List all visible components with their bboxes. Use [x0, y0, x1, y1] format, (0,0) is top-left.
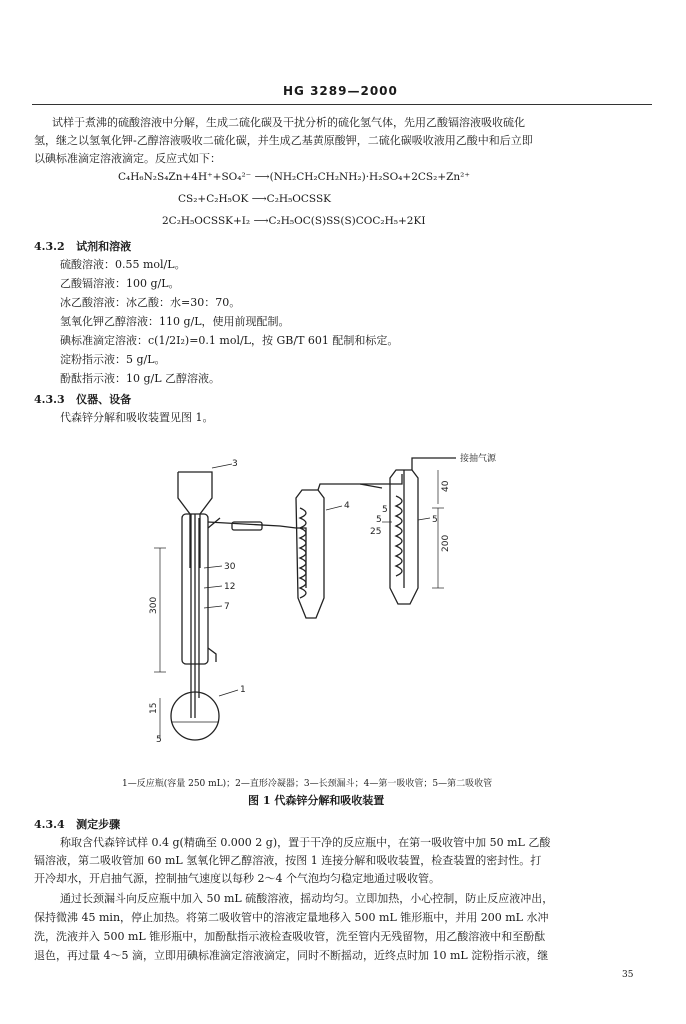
- page-number: 35: [622, 970, 634, 980]
- label-4: 4: [344, 501, 350, 511]
- label-40: 40: [441, 480, 451, 492]
- procedure-line: 退色，再过量 4～5 滴，立即用碘标准滴定溶液滴定，同时不断摇动，近终点时加 10 mL 淀粉指示液，继: [34, 949, 549, 962]
- label-12: 12: [224, 582, 236, 592]
- reagent-item: 淀粉指示液：5 g/L。: [60, 353, 166, 366]
- header-rule: [32, 104, 652, 105]
- procedure-line: 称取含代森锌试样 0.4 g(精确至 0.000 2 g)，置于干净的反应瓶中，在第一吸收管中加 50 mL 乙酸: [60, 836, 551, 849]
- equation-2: CS₂+C₂H₅OK ⟶C₂H₅OCSSK: [178, 193, 331, 205]
- equation-1: C₄H₆N₂S₄Zn+4H⁺+SO₄²⁻ ⟶(NH₂CH₂CH₂NH₂)·H₂SO₄+2CS₂+Zn²⁺: [118, 171, 470, 183]
- section-434-heading: [34, 816, 120, 832]
- section-number: 4.3.2: [34, 240, 65, 253]
- apparatus-diagram: [120, 448, 540, 768]
- procedure-line: 保持微沸 45 min，停止加热。将第二吸收管中的溶液定量地移入 500 mL 锥形瓶中，并用 200 mL 水冲: [34, 911, 549, 924]
- section-title: 试剂和溶液: [76, 240, 132, 253]
- label-25: 25: [370, 527, 382, 537]
- intro-line-2: 氢，继之以氢氧化钾-乙醇溶液吸收二硫化碳，并生成乙基黄原酸钾，二硫化碳吸收液用乙酸中和后立即: [34, 134, 533, 147]
- figure-caption: 图 1 代森锌分解和吸收装置: [248, 794, 385, 807]
- section-title: 测定步骤: [76, 818, 121, 831]
- equation-3: 2C₂H₅OCSSK+I₂ ⟶C₂H₅OC(S)SS(S)COC₂H₅+2KI: [162, 215, 426, 227]
- apparatus-text: 代森锌分解和吸收装置见图 1。: [60, 411, 214, 424]
- first-absorption-tube: [296, 490, 324, 618]
- intro-line-3: 以碘标准滴定溶液滴定。反应式如下：: [34, 152, 221, 165]
- reagent-item: 酚酞指示液：10 g/L 乙醇溶液。: [60, 372, 221, 385]
- figure-legend: 1—反应瓶(容量 250 mL)；2—直形冷凝器；3—长颈漏斗；4—第一吸收管；5—第二吸收管: [122, 779, 493, 789]
- procedure-line: 镉溶液，第二吸收管加 60 mL 氢氧化钾乙醇溶液，按图 1 连接分解和吸收装置，检查装置的密封性。打: [34, 854, 542, 867]
- section-number: 4.3.4: [34, 818, 65, 831]
- section-number: 4.3.3: [34, 393, 65, 406]
- reagent-item: 硫酸溶液：0.55 mol/L。: [60, 258, 186, 271]
- to-pump-label: 接抽气源: [460, 454, 497, 464]
- intro-line-1: 试样于煮沸的硫酸溶液中分解，生成二硫化碳及干扰分析的硫化氢气体，先用乙酸镉溶液吸收硫化: [52, 116, 525, 129]
- procedure-line: 开冷却水，开启抽气源，控制抽气速度以每秒 2～4 个气泡均匀稳定地通过吸收管。: [34, 872, 440, 885]
- label-1: 1: [240, 685, 246, 695]
- connecting-tube-1: [208, 522, 296, 528]
- section-433-heading: [34, 391, 131, 407]
- label-5-top: 5: [382, 505, 388, 515]
- reagent-item: 氢氧化钾乙醇溶液：110 g/L，使用前现配制。: [60, 315, 290, 328]
- procedure-line: 通过长颈漏斗向反应瓶中加入 50 mL 硫酸溶液，摇动均匀。立即加热，小心控制，防止反应液冲出，: [60, 892, 554, 905]
- document-code: HG 3289—2000: [283, 84, 398, 98]
- label-5-left: 5: [376, 515, 382, 525]
- label-15: 15: [149, 702, 159, 714]
- label-300: 300: [149, 596, 159, 614]
- reagent-item: 冰乙酸溶液：冰乙酸：水=30：70。: [60, 296, 241, 309]
- reagent-item: 乙酸镉溶液：100 g/L。: [60, 277, 180, 290]
- label-200: 200: [441, 534, 451, 552]
- label-30: 30: [224, 562, 236, 572]
- label-3: 3: [232, 459, 238, 469]
- label-5: 5: [156, 735, 162, 745]
- procedure-line: 洗，洗液并入 500 mL 锥形瓶中，加酚酞指示液检查吸收管，洗至管内无残留物，用乙酸溶液中和至酚酞: [34, 930, 546, 943]
- connecting-tube-2: [360, 474, 402, 484]
- label-7: 7: [224, 602, 230, 612]
- section-432-heading: [34, 238, 131, 254]
- section-title: 仪器、设备: [76, 393, 132, 406]
- label-5-right: 5: [432, 515, 438, 525]
- reagent-item: 碘标准滴定溶液：c(1/2I₂)=0.1 mol/L，按 GB/T 601 配制和标定。: [60, 334, 399, 347]
